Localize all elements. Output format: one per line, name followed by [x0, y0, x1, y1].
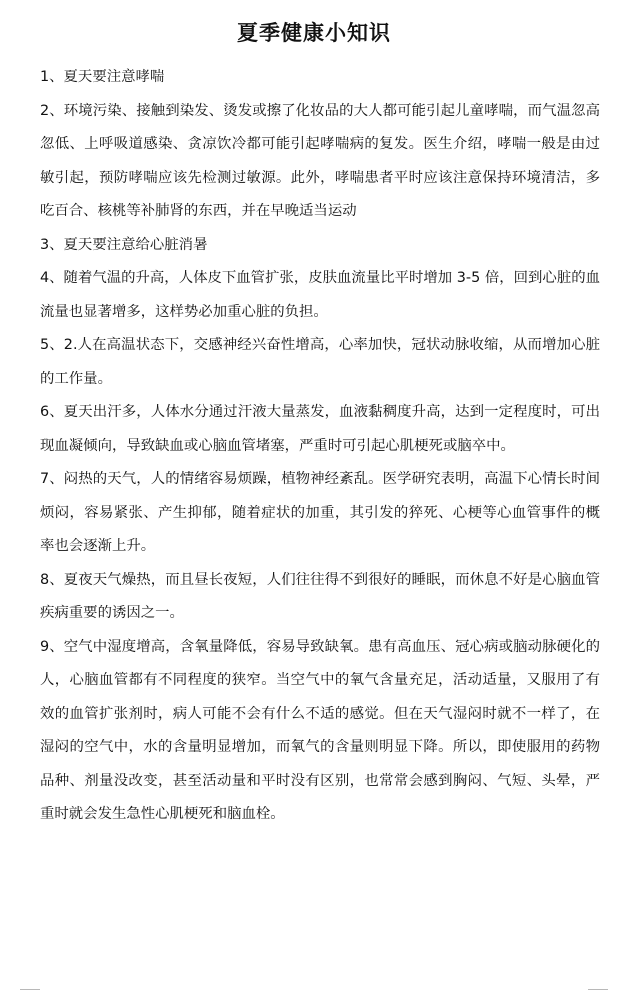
paragraph-5: 5、2.人在高温状态下，交感神经兴奋性增高，心率加快，冠状动脉收缩，从而增加心脏的工作量。: [40, 337, 600, 387]
paragraph-9: 9、空气中湿度增高，含氧量降低，容易导致缺氧。患有高血压、冠心病或脑动脉硬化的人，心脑血管都有不同程度的狭窄。当空气中的氧气含量充足，活动适量，又服用了有效的血管扩张剂时，病人可能不会有什么不适的感觉。但在天气湿闷时就不一样了，在湿闷的空气中，水的含量明显增加，而氧气的含量则明显下降。所以，即使服用的药物品种、剂量没改变，甚至活动量和平时没有区别，也常常会感到胸闷、气短、头晕，严重时就会发生急性心肌梗死和脑血栓。: [40, 638, 600, 822]
page-title: 夏季健康小知识: [237, 20, 391, 45]
paragraph-2: 2、环境污染、接触到染发、烫发或擦了化妆品的大人都可能引起儿童哮喘，而气温忽高忽低、上呼吸道感染、贪凉饮冷都可能引起哮喘病的复发。医生介绍，哮喘一般是由过敏引起，预防哮喘应该先检测过敏源。此外，哮喘患者平时应该注意保持环境清洁，多吃百合、核桃等补肺肾的东西，并在早晚适当运动: [40, 102, 600, 219]
document-body: [40, 61, 600, 832]
paragraph-6: 6、夏天出汗多，人体水分通过汗液大量蒸发，血液黏稠度升高，达到一定程度时，可出现血凝倾向，导致缺血或心脑血管堵塞，严重时可引起心肌梗死或脑卒中。: [40, 404, 600, 454]
paragraph-3: 3、夏天要注意给心脏消暑: [40, 236, 208, 253]
paragraph-4: 4、随着气温的升高，人体皮下血管扩张，皮肤血流量比平时增加 3-5 倍，回到心脏的血流量也显著增多，这样势必加重心脏的负担。: [40, 270, 600, 320]
paragraph-1: 1、夏天要注意哮喘: [40, 69, 165, 85]
page-corner-mark-right: [588, 989, 608, 990]
paragraph-8: 8、夏夜天气燥热，而且昼长夜短，人们往往得不到很好的睡眠，而休息不好是心脑血管疾病重要的诱因之一。: [40, 571, 600, 621]
paragraph-7: 7、闷热的天气，人的情绪容易烦躁，植物神经紊乱。医学研究表明，高温下心情长时间烦闷，容易紧张、产生抑郁，随着症状的加重，其引发的猝死、心梗等心血管事件的概率也会逐渐上升。: [40, 471, 600, 554]
page-corner-mark-left: [20, 989, 40, 990]
